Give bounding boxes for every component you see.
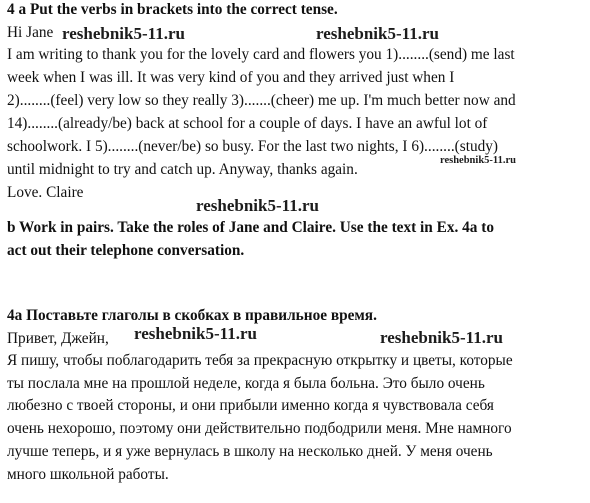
ru-line: Я пишу, чтобы поблагодарить тебя за прекрасную открытку и цветы, которые [7, 352, 513, 369]
ru-line: лучше теперь, и я уже вернулась в школу на несколько дней. У меня очень [7, 443, 493, 460]
letter-greeting: Hi Jane [7, 24, 54, 41]
task-a-heading: 4 a Put the verbs in brackets into the correct tense. [7, 1, 338, 18]
watermark: reshebnik5-11.ru [134, 324, 257, 343]
watermark: reshebnik5-11.ru [440, 155, 516, 166]
letter-line: until midnight to try and catch up. Anyway, thanks again. [7, 161, 358, 178]
ru-line: очень нехорошо, поэтому они действительно подбодрили меня. Мне намного [7, 420, 512, 437]
letter-line: week when I was ill. It was very kind of you and they arrived just when I [7, 69, 455, 86]
task-b-line: act out their telephone conversation. [7, 242, 245, 259]
letter-line: I am writing to thank you for the lovely card and flowers you 1)........(send) me last [7, 46, 515, 63]
ru-line: ты послала мне на прошлой неделе, когда я была больна. Это было очень [7, 375, 485, 392]
letter-signoff: Love. Claire [7, 184, 84, 201]
task-b-line: b Work in pairs. Take the roles of Jane and Claire. Use the text in Ex. 4a to [7, 219, 494, 236]
letter-line: 2)........(feel) very low so they really 3).......(cheer) me up. I'm much better now and [7, 92, 516, 109]
ru-heading: 4a Поставьте глаголы в скобках в правильное время. [7, 307, 377, 324]
watermark: reshebnik5-11.ru [380, 328, 503, 347]
ru-line: любезно с твоей стороны, и они прибыли именно когда я чувствовала себя [7, 397, 494, 414]
watermark: reshebnik5-11.ru [196, 196, 319, 215]
ru-line: много школьной работы. [7, 466, 169, 483]
letter-line: 14)........(already/be) back at school for a couple of days. I have an awful lot of [7, 115, 488, 132]
ru-greeting: Привет, Джейн, [7, 330, 109, 347]
watermark: reshebnik5-11.ru [316, 24, 439, 43]
letter-line: schoolwork. I 5)........(never/be) so busy. For the last two nights, I 6)........(study) [7, 138, 498, 155]
watermark: reshebnik5-11.ru [62, 24, 185, 43]
